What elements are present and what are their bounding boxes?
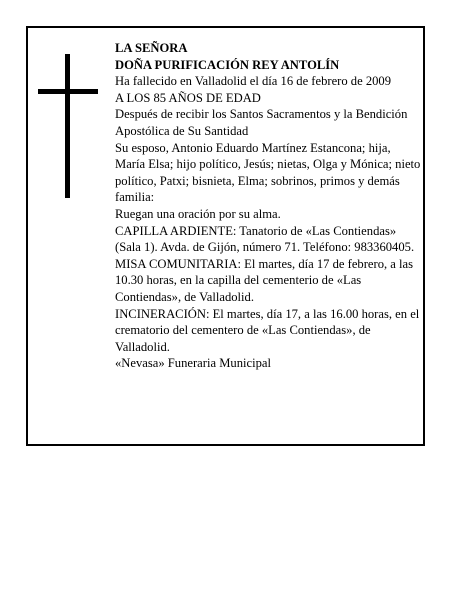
family-list: Su esposo, Antonio Eduardo Martínez Estancona; hija, María Elsa; hijo político, Jesús; nietas, Olga y Mónica; nieto político, Patxi; bisnieta, Elma; sobrinos, primos y demás familia:: [115, 140, 421, 205]
cross-icon: [38, 54, 98, 198]
mass-info: MISA COMUNITARIA: El martes, día 17 de febrero, a las 10.30 horas, en la capilla del cementerio de «Las Contiendas», de Valladolid.: [115, 256, 414, 304]
cross-vertical-bar: [65, 54, 70, 198]
death-statement: Ha fallecido en Valladolid el día 16 de febrero de 2009: [115, 74, 392, 89]
notice-text: [115, 40, 421, 372]
cremation-info: INCINERACIÓN: El martes, día 17, a las 16.00 horas, en el crematorio del cementero de «Las Contiendas», de Valladolid.: [115, 306, 420, 354]
deceased-name: DOÑA PURIFICACIÓN REY ANTOLÍN: [115, 57, 340, 72]
chapel-info: CAPILLA ARDIENTE: Tanatorio de «Las Contiendas» (Sala 1). Avda. de Gijón, número 71. Teléfono: 983360405.: [115, 223, 415, 255]
sacraments-statement: Después de recibir los Santos Sacramentos y la Bendición Apostólica de Su Santidad: [115, 107, 408, 138]
funeral-home: «Nevasa» Funeraria Municipal: [115, 356, 271, 371]
notice-title: LA SEÑORA: [115, 41, 188, 55]
prayer-request: Ruegan una oración por su alma.: [115, 206, 281, 221]
age-statement: A LOS 85 AÑOS DE EDAD: [115, 90, 261, 105]
cross-horizontal-bar: [38, 89, 98, 94]
obituary-notice: [26, 26, 425, 446]
